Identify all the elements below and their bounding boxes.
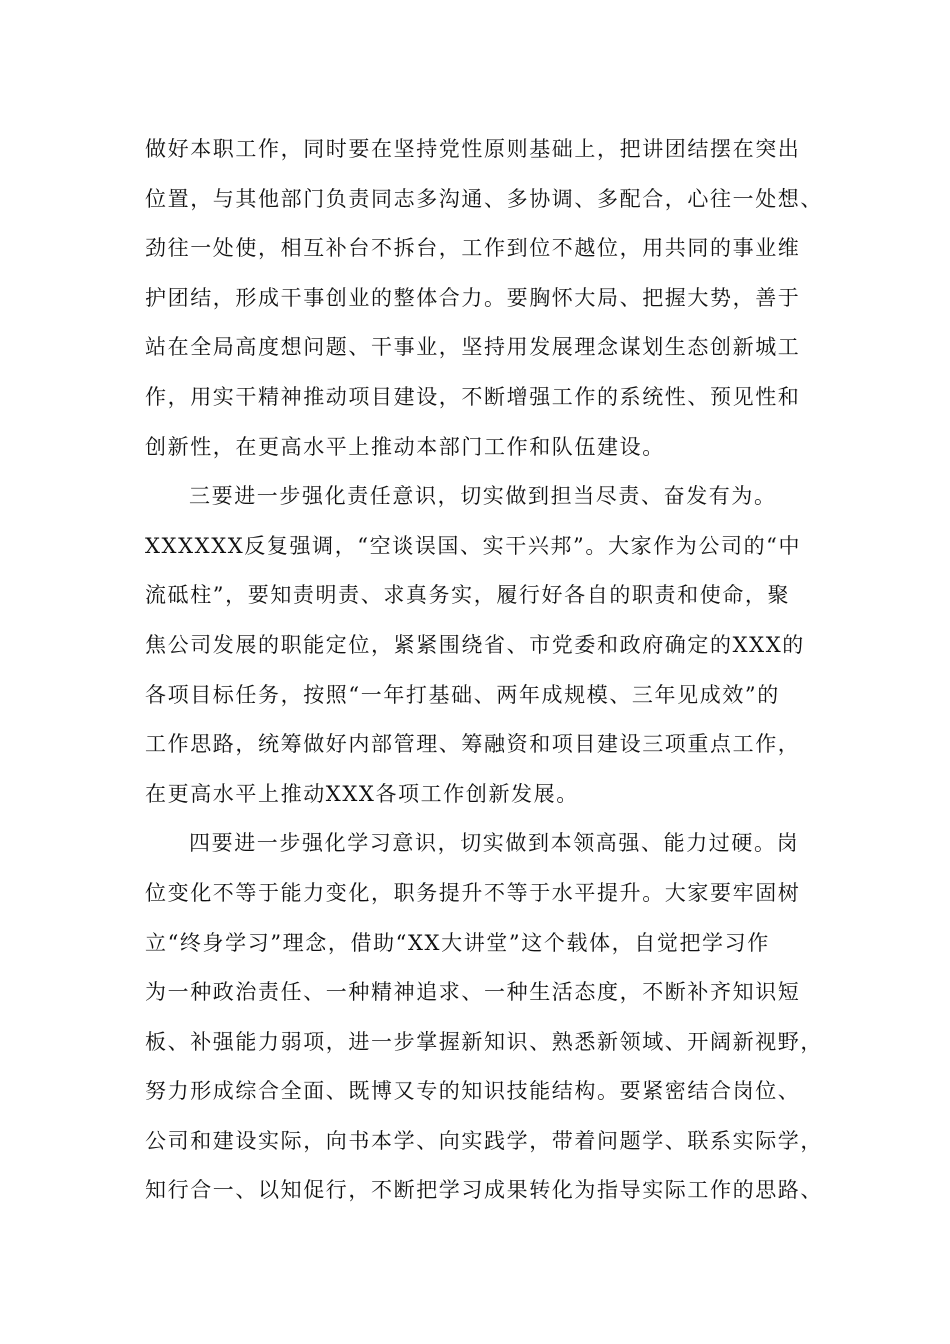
text-line: 流砥柱”，要知责明责、求真务实，履行好各自的职责和使命，聚 [145,583,791,608]
text-line: 各项目标任务，按照“一年打基础、两年成规模、三年见成效”的 [145,682,780,707]
paragraph-heading-line: 四要进一步强化学习意识，切实做到本领高强、能力过硬。岗 [189,831,800,856]
text-line: 护团结，形成干事创业的整体合力。要胸怀大局、把握大势，善于 [145,285,801,310]
text-line: 位置，与其他部门负责同志多沟通、多协调、多配合，心往一处想、 [145,186,823,211]
text-line: 做好本职工作，同时要在坚持党性原则基础上，把讲团结摆在突出 [145,137,801,161]
text-line: 作，用实干精神推动项目建设，不断增强工作的系统性、预见性和 [145,384,801,409]
text-line: 工作思路，统筹做好内部管理、筹融资和项目建设三项重点工作， [145,732,801,757]
text-line: 站在全局高度想问题、干事业，坚持用发展理念谋划生态创新城工 [145,335,801,360]
text-line: 位变化不等于能力变化，职务提升不等于水平提升。大家要牢固树 [145,880,801,905]
text-line: 劲往一处使，相互补台不拆台，工作到位不越位，用共同的事业维 [145,236,801,261]
text-line: 知行合一、以知促行，不断把学习成果转化为指导实际工作的思路、 [145,1178,823,1203]
paragraph-heading-line: 三要进一步强化责任意识，切实做到担当尽责、奋发有为。 [189,484,777,509]
text-line: 公司和建设实际，向书本学、向实践学，带着问题学、联系实际学， [145,1128,823,1153]
text-line: 焦公司发展的职能定位，紧紧围绕省、市党委和政府确定的XXX的 [145,632,805,657]
text-line: 创新性，在更高水平上推动本部门工作和队伍建设。 [145,434,665,459]
text-line: 在更高水平上推动XXX各项工作创新发展。 [145,781,579,806]
text-line: 为一种政治责任、一种精神追求、一种生活态度，不断补齐知识短 [145,980,801,1005]
document-body [145,125,825,1216]
text-line: 努力形成综合全面、既博又专的知识技能结构。要紧密结合岗位、 [145,1079,801,1104]
text-line: XXXXXX反复强调，“空谈误国、实干兴邦”。大家作为公司的“中 [145,533,802,558]
text-line: 立“终身学习”理念，借助“XX大讲堂”这个载体，自觉把学习作 [145,930,770,955]
text-line: 板、补强能力弱项，进一步掌握新知识、熟悉新领域、开阔新视野， [145,1029,823,1054]
